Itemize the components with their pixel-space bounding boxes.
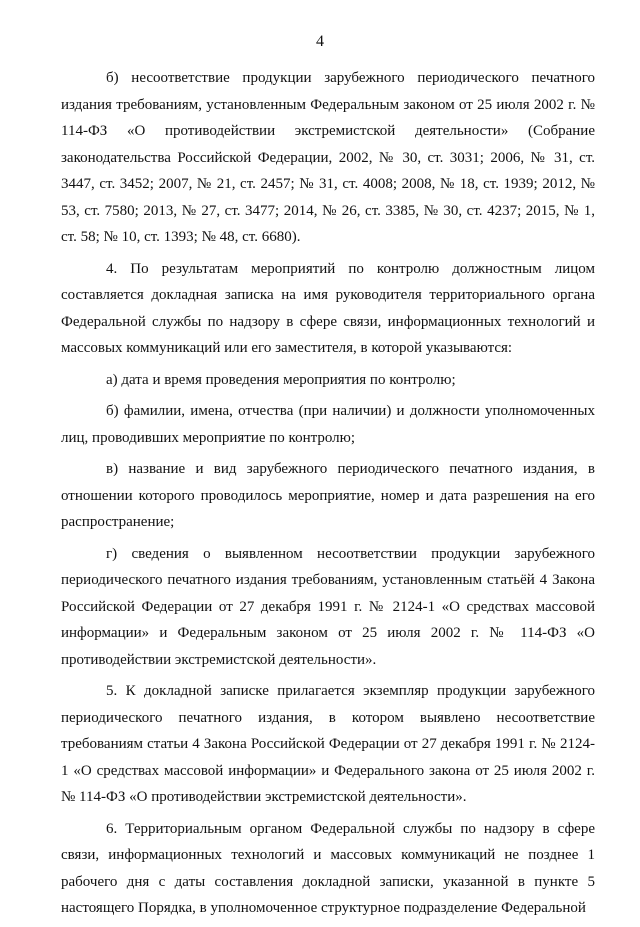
paragraph-item-b-nonconformity: б) несоответствие продукции зарубежного периодического печатного издания требованиям, установленным Федеральным законом от 25 июля 2002 г. № 114-ФЗ «О противодействии экстремистской деятельности» (Собрание законодательства Российской Федерации, 2002, № 30, ст. 3031; 2006, № 31, ст. 3447, ст. 3452; 2007, № 21, ст. 2457; № 31, ст. 4008; 2008, № 18, ст. 1939; 2012, № 53, ст. 7580; 2013, № 27, ст. 3477; 2014, № 26, ст. 3385, № 30, ст. 4237; 2015, № 1, ст. 58; № 10, ст. 1393; № 48, ст. 6680). bbox=[61, 70, 595, 245]
paragraph-item-b-officials: б) фамилии, имена, отчества (при наличии) и должности уполномоченных лиц, проводивших мероприятие по контролю; bbox=[61, 403, 595, 446]
paragraph-4-report-memo: 4. По результатам мероприятий по контролю должностным лицом составляется докладная записка на имя руководителя территориального органа Федеральной службы по надзору в сфере связи, информационных технологий и массовых коммуникаций или его заместителя, в которой указываются: bbox=[61, 260, 595, 356]
paragraph-6-territorial-body: 6. Территориальным органом Федеральной службы по надзору в сфере связи, информационных технологий и массовых коммуникаций не позднее 1 рабочего дня с даты составления докладной записки, указанной в пункте 5 настоящего Порядка, в уполномоченное структурное подразделение Федеральной bbox=[61, 820, 595, 916]
paragraph-item-a-date-time: а) дата и время проведения мероприятия по контролю; bbox=[106, 371, 456, 388]
paragraph-5-attachment: 5. К докладной записке прилагается экземпляр продукции зарубежного периодического печатного издания, в котором выявлено несоответствие требованиям статьи 4 Закона Российской Федерации от 27 декабря 1991 г. № 2124-1 «О средствах массовой информации» и Федерального закона от 25 июля 2002 г. № 114-ФЗ «О противодействии экстремистской деятельности». bbox=[61, 683, 595, 805]
page-number: 4 bbox=[316, 33, 324, 50]
paragraph-item-g-violation-info: г) сведения о выявленном несоответствии продукции зарубежного периодического печатного издания требованиям, установленным статьёй 4 Закона Российской Федерации от 27 декабря 1991 г. № 2124-1 «О средствах массовой информации» и Федеральным законом от 25 июля 2002 г. № 114-ФЗ «О противодействии экстремистской деятельности». bbox=[61, 545, 595, 668]
paragraph-item-v-publication-name: в) название и вид зарубежного периодического печатного издания, в отношении которого проводилось мероприятие, номер и дата разрешения на его распространение; bbox=[61, 461, 595, 530]
document-body bbox=[61, 65, 595, 927]
